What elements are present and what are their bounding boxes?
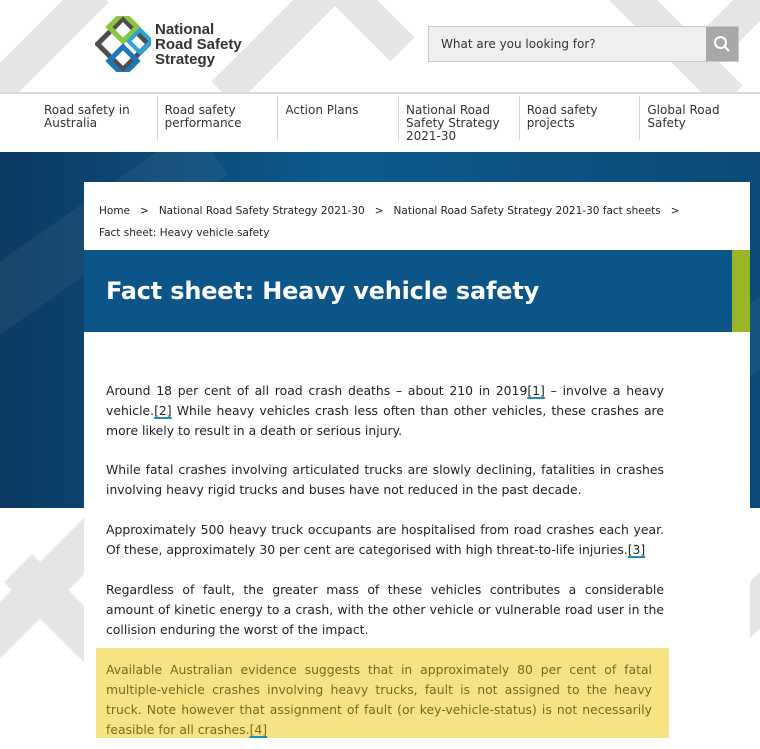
search-input[interactable] [429,27,706,61]
paragraph-1 [106,381,664,441]
nav-item-label: Global Road Safety [647,103,720,130]
paragraph-5-text: Available Australian evidence suggests that in approximately 80 per cent of fatal multiple-vehicle crashes involving heavy trucks, fault is not assigned to the heavy truck. Note however that assignment of fault (or key-vehicle-status) is not necessarily feasible for all crashes. [106,662,652,737]
paragraph-1-text-a: Around 18 per cent of all road crash deaths – about 210 in 2019 [106,383,528,398]
logo-mark-icon [95,16,151,72]
breadcrumb [99,200,739,244]
nav-item-label: Road safety performance [164,103,242,130]
nav-item-label: National Road Safety Strategy 2021-30 [406,103,500,143]
title-accent [732,250,750,332]
breadcrumb-separator: > [670,205,680,217]
search-bar [428,26,739,62]
breadcrumb-separator: > [140,205,149,217]
nav-separator [639,96,640,140]
search-button[interactable] [706,27,738,61]
breadcrumb-current: Fact sheet: Heavy vehicle safety [99,227,270,239]
nav-separator [519,96,520,140]
logo-line-1: National [155,20,215,38]
paragraph-1-text-b: – involve a heavy vehicle. [106,383,664,418]
page-title: Fact sheet: Heavy vehicle safety [106,277,540,305]
breadcrumb-separator: > [374,205,384,217]
nav-item-road-safety-performance[interactable] [157,94,278,152]
logo-text [155,22,242,67]
paragraph-3-text: Approximately 500 heavy truck occupants are hospitalised from road crashes each year. Of these, approximately 30 per cent are categorised with high threat-to-life injuries. [106,522,664,557]
footnote-link-3[interactable]: [3] [627,542,646,557]
nav-separator [277,96,278,140]
paragraph-3 [106,520,664,560]
site-header [0,0,760,92]
footnote-link-1[interactable]: [1] [527,383,545,398]
title-bar [84,250,750,332]
nav-item-label: Road safety in Australia [44,103,130,130]
paragraph-5-highlighted [106,660,652,740]
logo-line-3: Strategy [155,50,216,68]
paragraph-4: Regardless of fault, the greater mass of these vehicles contributes a considerable amount of kinetic energy to a crash, with the other vehicle or vulnerable road user in the collision enduring the worst of the impact. [106,582,664,637]
paragraph-1-text-c: While heavy vehicles crash less often than other vehicles, these crashes are more likely to result in a death or serious injury. [106,403,664,438]
main-navigation [0,92,760,152]
footnote-link-2[interactable]: [2] [154,403,172,418]
footnote-link-4[interactable]: [4] [249,722,268,737]
search-icon [713,35,731,53]
breadcrumb-strategy[interactable]: National Road Safety Strategy 2021-30 [158,205,365,217]
nav-item-action-plans[interactable] [277,94,398,152]
nav-item-label: Road safety projects [526,103,598,130]
nav-separator [398,96,399,140]
logo-line-2: Road Safety [155,35,242,53]
nav-item-label: Action Plans [285,103,359,117]
breadcrumb-fact-sheets[interactable]: National Road Safety Strategy 2021-30 fact sheets [393,205,661,217]
nav-item-road-safety-in-australia[interactable] [0,94,157,152]
nav-separator [157,96,158,140]
nav-item-national-road-safety-strategy[interactable] [398,94,519,152]
nav-item-global-road-safety[interactable] [639,94,760,152]
paragraph-2: While fatal crashes involving articulated trucks are slowly declining, fatalities in crashes involving heavy rigid trucks and buses have not reduced in the past decade. [106,462,664,497]
site-logo[interactable] [95,16,242,72]
breadcrumb-home[interactable]: Home [99,205,131,217]
nav-item-road-safety-projects[interactable] [519,94,640,152]
